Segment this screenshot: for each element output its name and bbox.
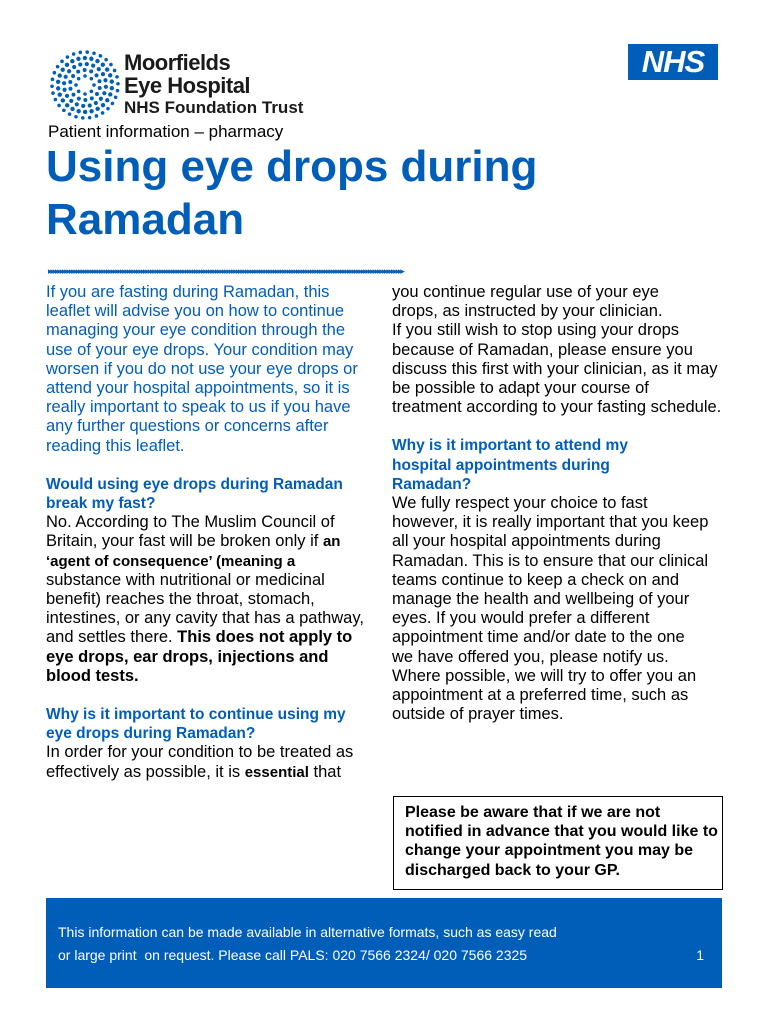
- organisation-name: [124, 52, 303, 116]
- agent-of-consequence-text: an ‘agent of consequence’ (meaning a: [46, 533, 341, 570]
- org-name-line3: NHS Foundation Trust: [124, 98, 304, 117]
- arrow-divider: ▸▸▸▸▸▸▸▸▸▸▸▸▸▸▸▸▸▸▸▸▸▸▸▸▸▸▸▸▸▸▸▸▸▸▸▸▸▸▸▸▸▸▸▸▸▸▸▸▸▸▸▸▸▸▸▸▸▸▸▸▸▸▸▸▸▸▸▸▸▸▸▸▸▸▸▸▸▸▸▸▸▸▸▸▸▸▸▸▸▸▸▸▸▸▸▸▸▸▸▸▸▸▸▸▸▸▸▸▸▸▸▸▸▸▸▸▸▸▸▸▸▸▸▸▸▸▸▸▸▸▸▸▸▸▸▸▸▸▸▸▸▸▸▸▸▸▸▸▸▸▸▸▸: [48, 266, 403, 276]
- text-span: substance with nutritional or medicinal benefit) reaches the throat, stomach, intestines, or any cavity that has a pathway, and settles there.: [46, 570, 364, 647]
- discharge-notice-box: Please be aware that if we are not notified in advance that you would like to change your appointment you may be discharged back to your GP.: [393, 796, 723, 890]
- leaflet-category: Patient information – pharmacy: [48, 122, 284, 141]
- heading-break-fast: Would using eye drops during Ramadan break my fast?: [46, 475, 343, 513]
- heading-continue-drops: Why is it important to continue using my eye drops during Ramadan?: [46, 706, 346, 743]
- paragraph-preferred-time: Where possible, we will try to offer you an appointment at a preferred time, such as outside of prayer times.: [392, 666, 697, 724]
- page-title: Using eye drops during Ramadan: [46, 142, 538, 244]
- org-name-line2: Eye Hospital: [124, 73, 251, 98]
- text-span: No. According to The Muslim Council of Britain, your fast will be broken only if: [46, 513, 335, 551]
- footer-line1: This information can be made available in alternative formats, such as easy read: [58, 924, 557, 940]
- paragraph-appointments: We fully respect your choice to fast however, it is really important that you keep all your hospital appointments during Ramadan. This is to ensure that our clinical teams continue to keep a check on and manage the health and wellbeing of your eyes. If you would prefer a different appointment time and/or date to the one we have offered you, please notify us.: [392, 494, 709, 666]
- moorfields-logo-icon: [50, 50, 120, 120]
- exception-text: This does not apply to eye drops, ear drops, injections and blood tests.: [46, 628, 353, 685]
- paragraph-break-fast: [46, 513, 372, 686]
- nhs-logo: NHS: [628, 44, 718, 80]
- org-name-line1: Moorfields: [124, 50, 231, 75]
- text-span: In order for your condition to be treated as effectively as possible, it is: [46, 743, 354, 781]
- intro-paragraph: If you are fasting during Ramadan, this leaflet will advise you on how to continue managing your eye condition through the use of your eye drops. Your condition may worsen if you do not use your eye drops or attend your hospital appointments, so it is really important to speak to us if you have any further questions or concerns after reading this leaflet.: [46, 283, 358, 455]
- paragraph-stop-drops: If you still wish to stop using your drops because of Ramadan, please ensure you discuss this first with your clinician, as it may be possible to adapt your course of treatment according to your fasting schedule.: [392, 321, 722, 417]
- right-column: [392, 283, 734, 724]
- heading-appointments: Why is it important to attend my hospital appointments during Ramadan?: [392, 437, 628, 493]
- footer-line2: or large print on request. Please call PALS: 020 7566 2324/ 020 7566 2325: [58, 947, 528, 963]
- page-number: 1: [696, 947, 704, 963]
- left-column: [46, 283, 372, 782]
- essential-text: essential: [244, 763, 309, 781]
- text-span: that: [308, 762, 342, 781]
- paragraph-regular-use: you continue regular use of your eye drops, as instructed by your clinician.: [392, 283, 663, 321]
- footer-banner: [46, 898, 722, 988]
- paragraph-continue-drops: [46, 743, 372, 781]
